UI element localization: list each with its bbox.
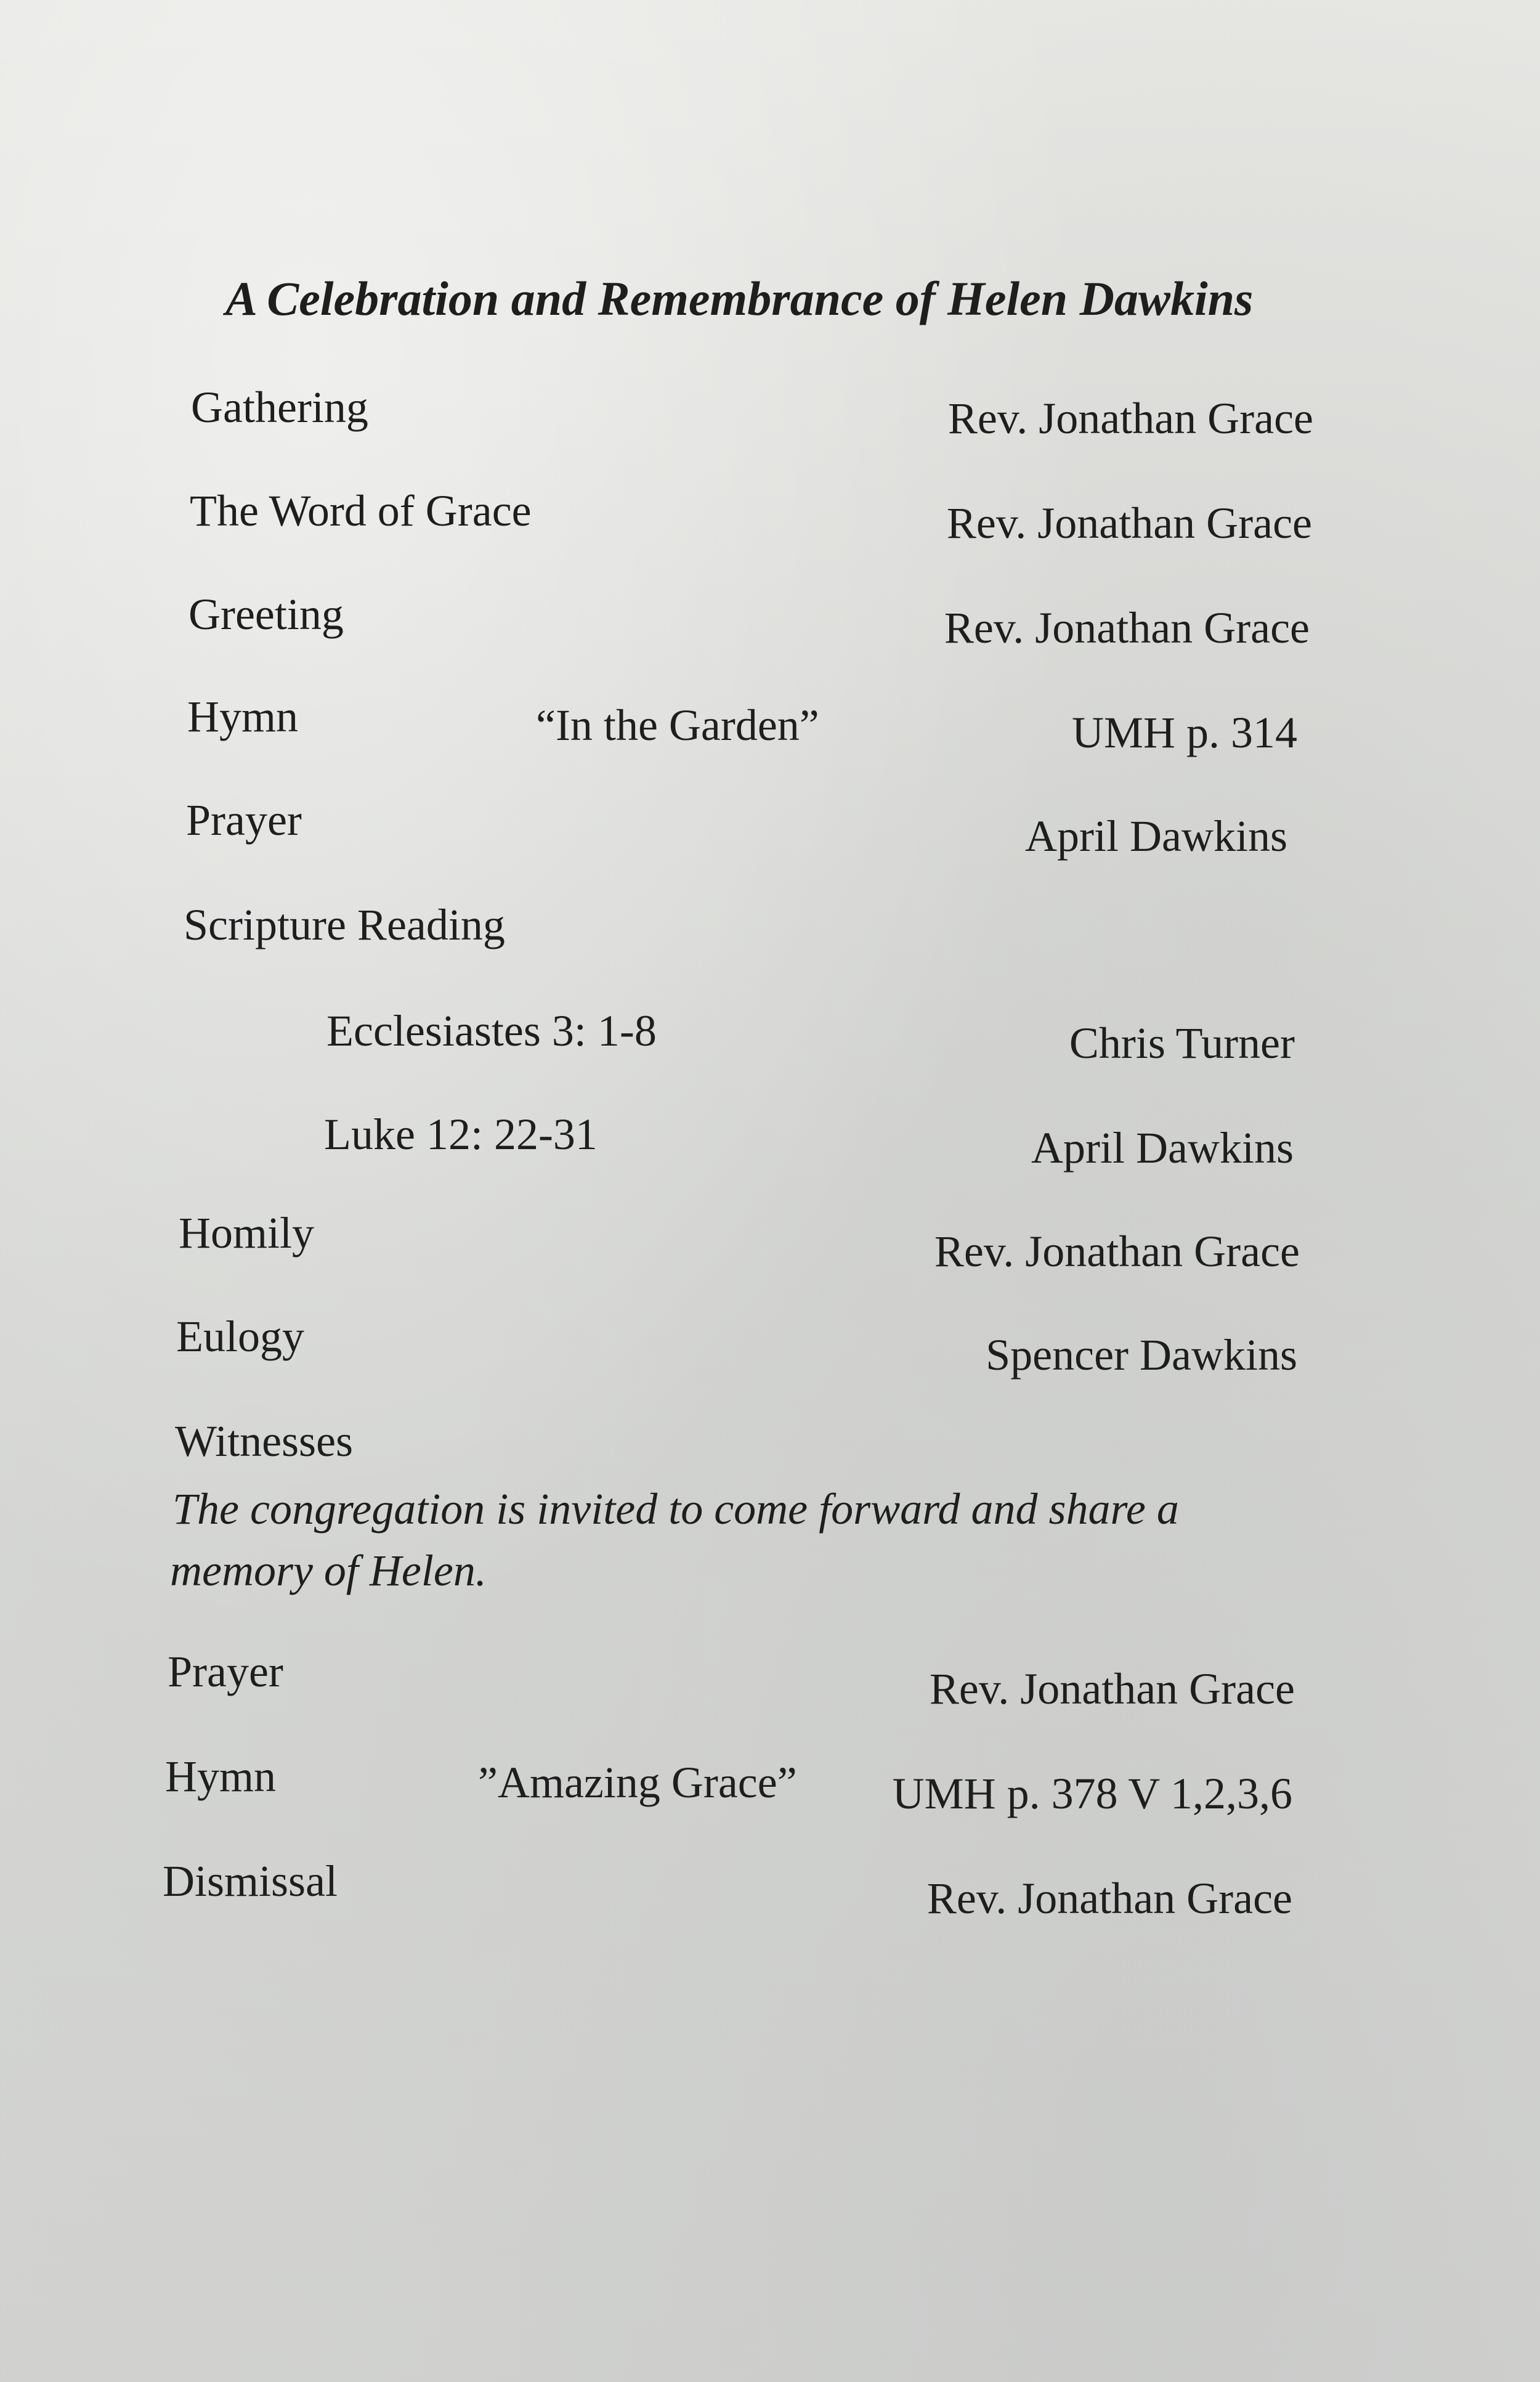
program-title: A Celebration and Remembrance of Helen Dawkins bbox=[225, 272, 1254, 325]
item-label-prayer-1: Prayer bbox=[186, 795, 302, 845]
hymn-1-title: “In the Garden” bbox=[536, 701, 819, 750]
item-leader-prayer-1: April Dawkins bbox=[1025, 811, 1287, 861]
item-label-prayer-2: Prayer bbox=[168, 1647, 283, 1696]
item-leader-homily: Rev. Jonathan Grace bbox=[934, 1227, 1300, 1276]
item-label-word-of-grace: The Word of Grace bbox=[190, 486, 532, 535]
item-label-scripture-reading: Scripture Reading bbox=[184, 900, 505, 949]
reading-1-passage: Ecclesiastes 3: 1-8 bbox=[326, 1006, 657, 1055]
item-label-witnesses: Witnesses bbox=[175, 1417, 354, 1466]
item-label-hymn-1: Hymn bbox=[187, 692, 298, 741]
item-leader-dismissal: Rev. Jonathan Grace bbox=[926, 1874, 1292, 1923]
hymn-2-title: ”Amazing Grace” bbox=[478, 1758, 797, 1807]
reading-2-reader: April Dawkins bbox=[1031, 1123, 1294, 1173]
item-leader-greeting: Rev. Jonathan Grace bbox=[944, 603, 1310, 652]
item-label-homily: Homily bbox=[179, 1208, 315, 1258]
item-label-greeting: Greeting bbox=[188, 590, 344, 639]
item-leader-gathering: Rev. Jonathan Grace bbox=[947, 394, 1313, 443]
item-leader-word-of-grace: Rev. Jonathan Grace bbox=[946, 498, 1312, 548]
hymn-2-reference: UMH p. 378 V 1,2,3,6 bbox=[892, 1769, 1292, 1818]
item-leader-eulogy: Spencer Dawkins bbox=[986, 1330, 1297, 1380]
item-label-gathering: Gathering bbox=[191, 383, 368, 432]
item-label-dismissal: Dismissal bbox=[163, 1856, 338, 1906]
item-leader-prayer-2: Rev. Jonathan Grace bbox=[929, 1664, 1295, 1713]
reading-1-reader: Chris Turner bbox=[1069, 1018, 1295, 1068]
reading-2-passage: Luke 12: 22-31 bbox=[324, 1110, 598, 1159]
hymn-1-reference: UMH p. 314 bbox=[1071, 708, 1297, 757]
witnesses-note-line-2: memory of Helen. bbox=[170, 1546, 487, 1595]
item-label-hymn-2: Hymn bbox=[165, 1752, 276, 1801]
item-label-eulogy: Eulogy bbox=[176, 1312, 304, 1361]
witnesses-note-line-1: The congregation is invited to come forward and share a bbox=[172, 1484, 1179, 1534]
